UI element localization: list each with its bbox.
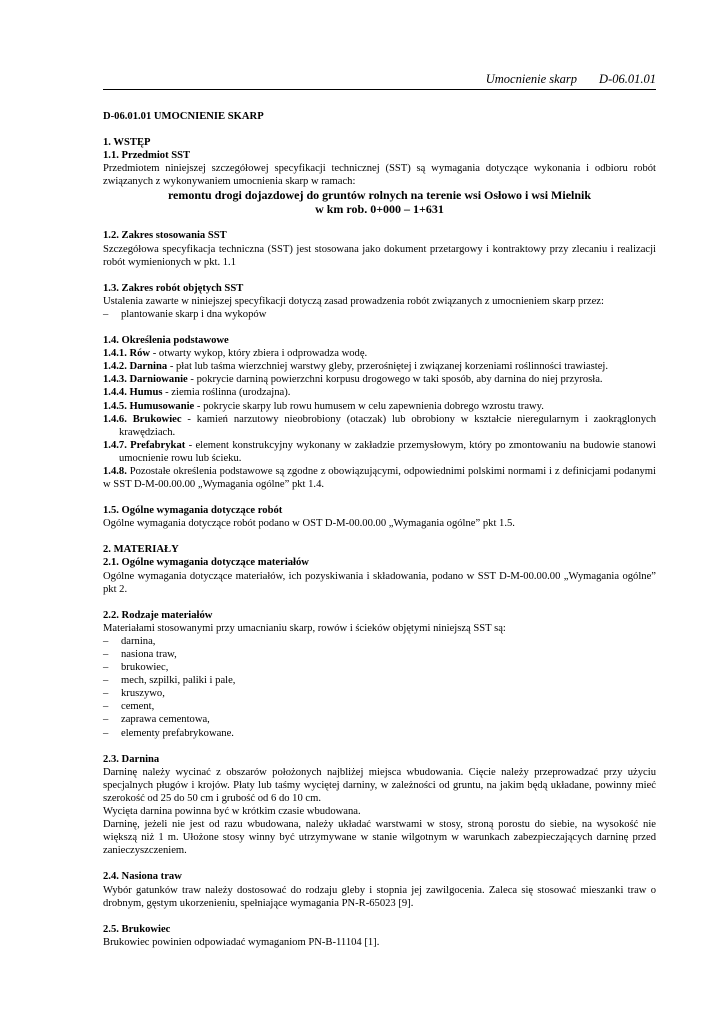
section-1-4-heading: 1.4. Określenia podstawowe (103, 335, 229, 347)
section-1-5-heading: 1.5. Ogólne wymagania dotyczące robót (103, 505, 283, 517)
definition-1-4-8: 1.4.8. Pozostałe określenia podstawowe są zgodne z obowiązującymi, odpowiednimi polskimi normami i z definicjami podanymi w SST D-M-00.00.00 „Wymagania ogólne” pkt 1.4. (103, 465, 656, 491)
list-item: – plantowanie skarp i dna wykopów (103, 308, 267, 320)
section-2-2-text: Materiałami stosowanymi przy umacnianiu skarp, rowów i ścieków objętymi niniejszą SST są: (103, 622, 506, 634)
section-1-heading: 1. WSTĘP (103, 137, 151, 149)
list-item: – cement, (103, 701, 155, 713)
header-code: D-06.01.01 (599, 72, 656, 86)
header-title: Umocnienie skarp (485, 72, 578, 86)
section-2-1-heading: 2.1. Ogólne wymagania dotyczące materiałów (103, 557, 309, 569)
section-1-2-heading: 1.2. Zakres stosowania SST (103, 230, 227, 242)
document-body (103, 110, 656, 949)
section-2-3-text-c: Darninę, jeżeli nie jest od razu wbudowana, należy układać warstwami w stosy, stroną porostu do siebie, na wysokość nie większą niż 1 m. Ułożone stosy winny być utrzymywane w stanie wilgotnym w warunkach zabezpieczających darninę przed zanieczyszczeniem. (103, 819, 656, 857)
section-2-5-heading: 2.5. Brukowiec (103, 923, 171, 935)
list-item: – zaprawa cementowa, (103, 714, 210, 726)
section-1-2-text: Szczegółowa specyfikacja techniczna (SST) jest stosowana jako dokument przetargowy i kontraktowy przy zlecaniu i realizacji robót wymienionych w pkt. 1.1 (103, 243, 656, 268)
list-item: – mech, szpilki, paliki i pale, (103, 675, 236, 687)
section-2-5-text: Brukowiec powinien odpowiadać wymaganiom PN-B-11104 [1]. (103, 936, 380, 948)
section-2-3-text-b: Wycięta darnina powinna być w krótkim czasie wbudowana. (103, 806, 361, 818)
section-2-1-text: Ogólne wymagania dotyczące materiałów, ich pozyskiwania i składowania, podano w SST D-M-00.00.00 „Wymagania ogólne” pkt 2. (103, 570, 656, 595)
definition-1-4-5: 1.4.5. Humusowanie - pokrycie skarpy lub rowu humusem w celu zapewnienia dobrego wzrostu trawy. (103, 400, 544, 412)
section-1-1-text: Przedmiotem niniejszej szczegółowej specyfikacji technicznej (SST) są wymagania dotyczące wykonania i odbioru robót związanych z wykonywaniem umocnienia skarp w ramach: (103, 163, 656, 188)
definition-1-4-7: 1.4.7. Prefabrykat - element konstrukcyjny wykonany w zakładzie przemysłowym, który po zmontowaniu na budowie stanowi umocnienie rowu lub ścieku. (103, 439, 656, 464)
section-2-2-heading: 2.2. Rodzaje materiałów (103, 609, 213, 621)
section-2-heading: 2. MATERIAŁY (103, 544, 179, 556)
project-title-line2: w km rob. 0+000 – 1+631 (315, 202, 444, 217)
section-2-3-text-a: Darninę należy wycinać z obszarów położonych najbliżej miejsca wbudowania. Cięcie należy przeprowadzać przy użyciu specjalnych pługów i krojów. Płaty lub taśmy wyciętej darniny, w zależności od gruntu, na jakim będą układane, powinny mieć szerokość od 25 do 50 cm i grubość od 6 do 10 cm. (103, 766, 656, 804)
section-2-3-heading: 2.3. Darnina (103, 753, 160, 765)
list-item: – nasiona traw, (103, 649, 177, 660)
list-item: – brukowiec, (103, 662, 169, 674)
list-item: – elementy prefabrykowane. (103, 727, 234, 739)
section-1-3-heading: 1.3. Zakres robót objętych SST (103, 282, 244, 294)
definition-1-4-6: 1.4.6. Brukowiec - kamień narzutowy nieobrobiony (otaczak) lub obrobiony w kształcie nieregularnym i zaokrąglonych krawędziach. (103, 413, 656, 438)
doc-title: D-06.01.01 UMOCNIENIE SKARP (103, 111, 264, 122)
section-1-1-heading: 1.1. Przedmiot SST (103, 150, 191, 162)
section-2-4-heading: 2.4. Nasiona traw (103, 871, 182, 883)
definition-1-4-4: 1.4.4. Humus - ziemia roślinna (urodzajna). (103, 387, 291, 399)
header-rule (103, 89, 656, 90)
definition-1-4-1: 1.4.1. Rów - otwarty wykop, który zbiera i odprowadza wodę. (103, 348, 368, 360)
running-header (486, 72, 656, 87)
section-1-3-text: Ustalenia zawarte w niniejszej specyfikacji dotyczą zasad prowadzenia robót związanych z umocnieniem skarp przez: (103, 295, 604, 307)
definition-1-4-2: 1.4.2. Darnina - płat lub taśma wierzchniej warstwy gleby, przerośniętej i związanej korzeniami roślinności trawiastej. (103, 361, 609, 373)
list-item: – darnina, (103, 635, 156, 647)
list-item: – kruszywo, (103, 688, 165, 700)
project-title-line1: remontu drogi dojazdowej do gruntów rolnych na terenie wsi Osłowo i wsi Mielnik (167, 188, 592, 203)
section-2-4-text: Wybór gatunków traw należy dostosować do rodzaju gleby i stopnia jej zawilgocenia. Zaleca się stosować mieszanki traw o drobnym, gęstym ukorzenieniu, spełniające wymagania PN-R-65023 [9]. (103, 884, 656, 909)
definition-1-4-3: 1.4.3. Darniowanie - pokrycie darniną powierzchni korpusu drogowego w taki sposób, aby darnina do niej przyrosła. (103, 374, 603, 386)
section-1-5-text: Ogólne wymagania dotyczące robót podano w OST D-M-00.00.00 „Wymagania ogólne” pkt 1.5. (103, 518, 515, 530)
